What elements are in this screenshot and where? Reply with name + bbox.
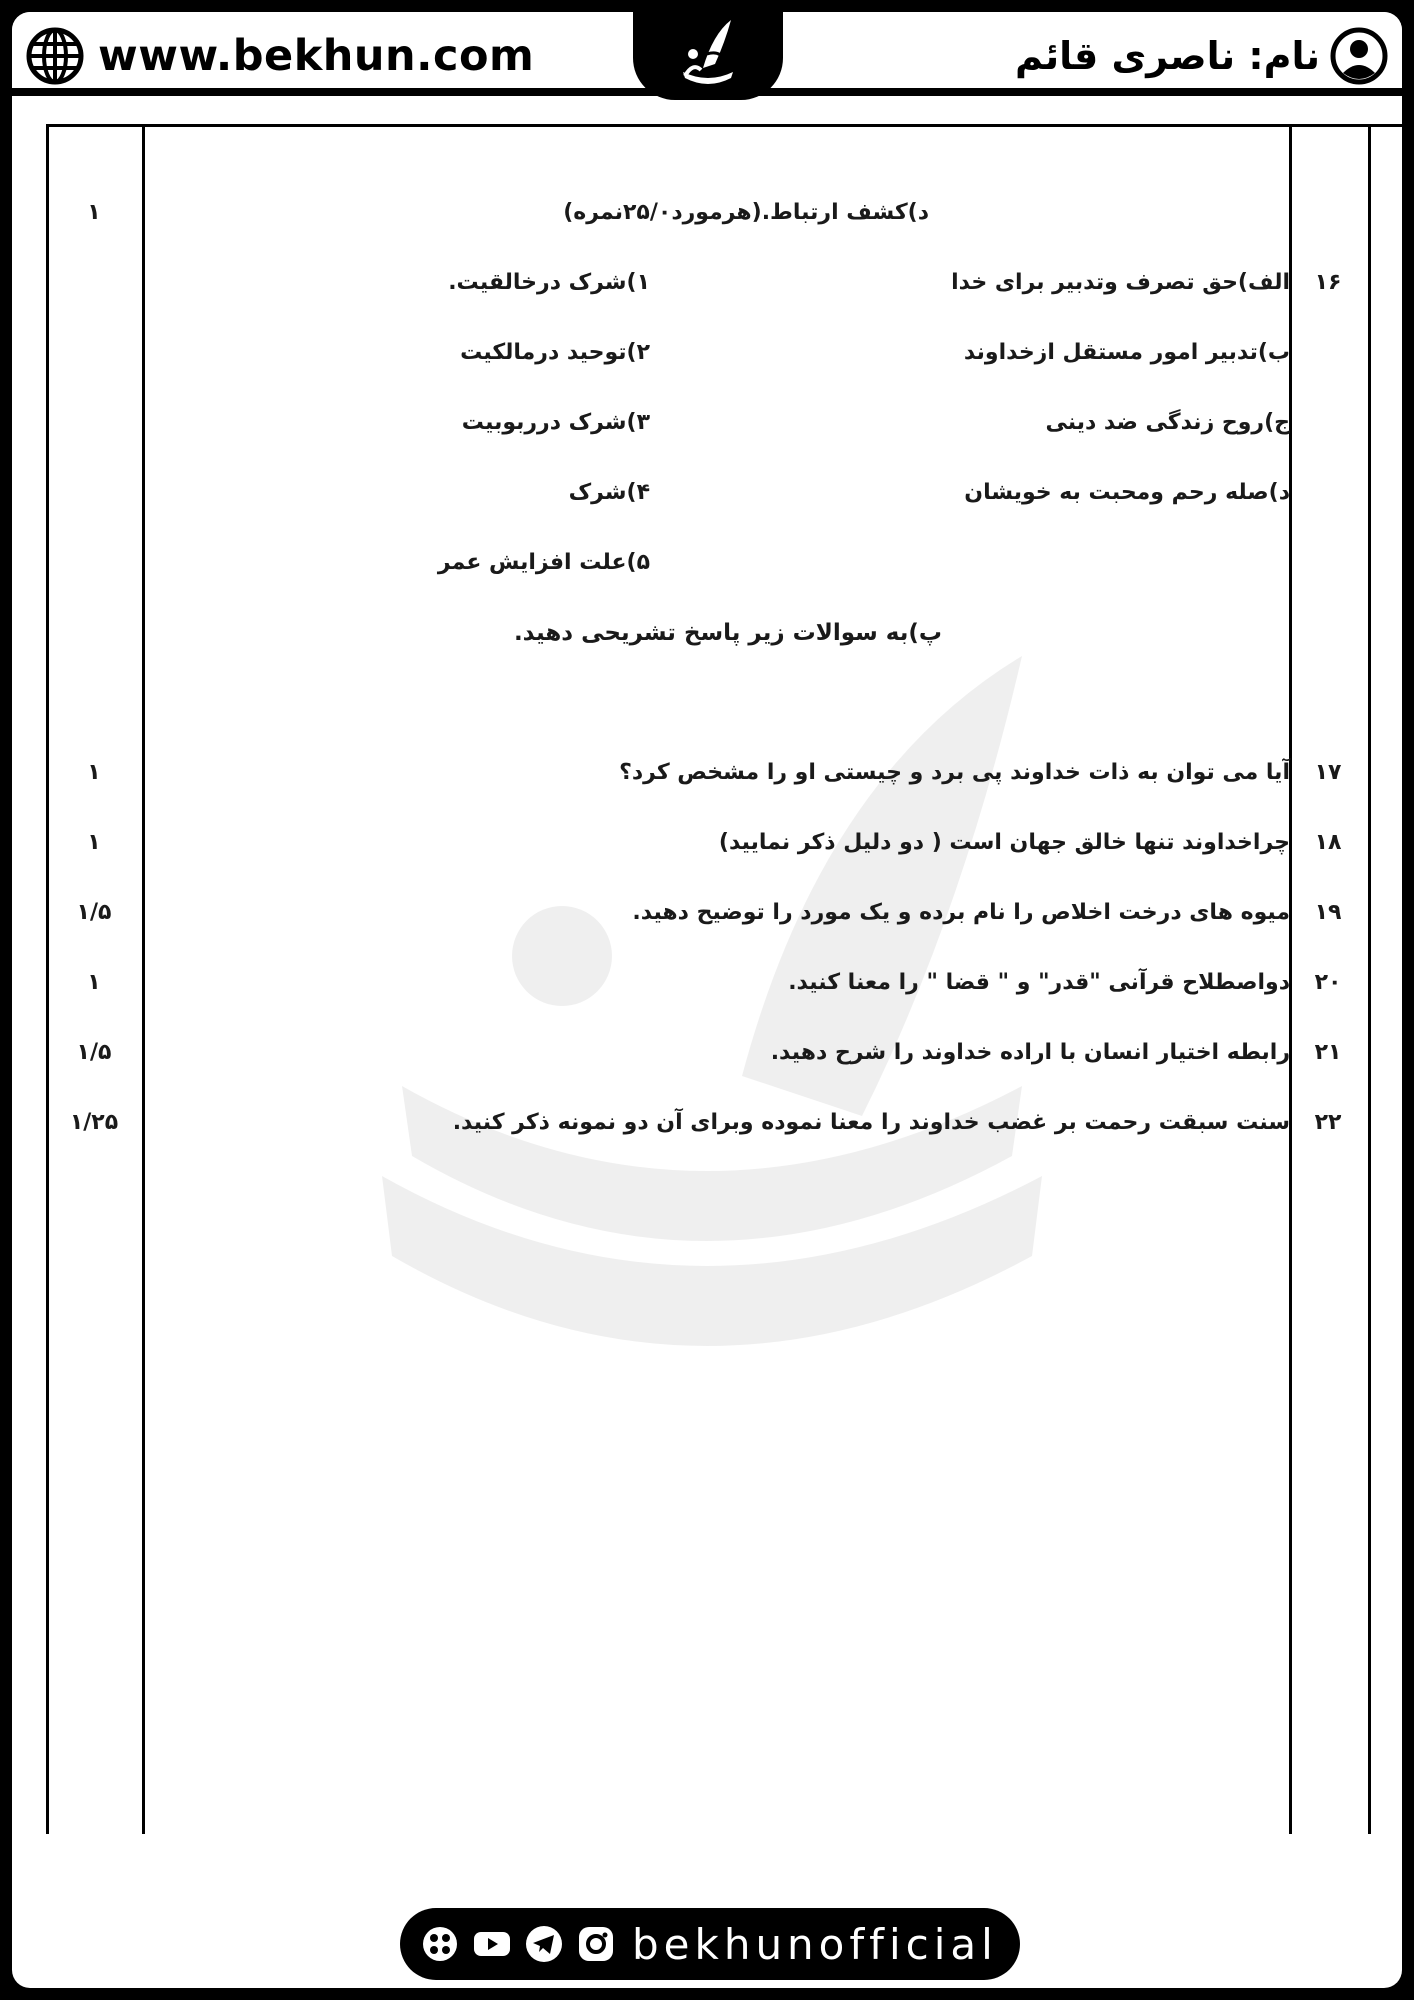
table-left-border <box>46 124 49 1834</box>
question-text: آیا می توان به ذات خداوند پی برد و چیستی او را مشخص کرد؟ <box>619 760 1290 785</box>
match-left-item: د)صله رحم ومحبت به خویشان <box>964 480 1290 505</box>
student-name-text: نام: ناصری قائم <box>1015 34 1320 78</box>
section-d-title: د)کشف ارتباط.(هرمورد۲۵/۰نمره) <box>563 200 929 225</box>
question-score: ۱/۵ <box>76 1040 112 1065</box>
question-score: ۱ <box>87 830 101 855</box>
table-top-border <box>46 124 1402 127</box>
question-number: ۱۹ <box>1314 900 1342 925</box>
social-footer <box>400 1908 1020 1980</box>
section-d-score: ۱ <box>87 200 101 225</box>
question-score: ۱ <box>87 760 101 785</box>
question-number: ۱۸ <box>1314 830 1342 855</box>
question-number: ۱۷ <box>1314 760 1342 785</box>
match-left-item: الف)حق تصرف وتدبیر برای خدا <box>951 270 1290 295</box>
header <box>12 12 1402 90</box>
match-right-item: ۱)شرک درخالقیت. <box>448 270 650 295</box>
student-name <box>1015 26 1388 86</box>
match-right-item: ۲)توحید درمالکیت <box>460 340 650 365</box>
question-score: ۱/۵ <box>76 900 112 925</box>
instagram-icon[interactable] <box>576 1924 616 1964</box>
logo-tab <box>633 12 783 100</box>
bekhun-logo-icon <box>663 14 753 94</box>
aparat-icon[interactable] <box>420 1924 460 1964</box>
question-number: ۲۲ <box>1314 1110 1342 1135</box>
telegram-icon[interactable] <box>524 1924 564 1964</box>
user-avatar-icon <box>1330 27 1388 85</box>
table-right-border <box>1368 124 1371 1834</box>
exam-sheet <box>12 96 1402 1826</box>
question-score: ۱ <box>87 970 101 995</box>
question-number: ۲۰ <box>1314 970 1342 995</box>
question-text: چراخداوند تنها خالق جهان است ( دو دلیل ذکر نمایید) <box>718 830 1290 855</box>
match-right-item: ۴)شرک <box>568 480 650 505</box>
section-p-title: پ)به سوالات زیر پاسخ تشریحی دهید. <box>513 620 942 646</box>
question-text: رابطه اختیار انسان با اراده خداوند را شرح دهید. <box>770 1040 1290 1065</box>
youtube-icon[interactable] <box>472 1924 512 1964</box>
question-text: دواصطلاح قرآنی "قدر" و " قضا " را معنا کنید. <box>788 970 1290 995</box>
page-frame <box>12 12 1402 1988</box>
site-link[interactable] <box>26 26 534 86</box>
header-divider <box>12 88 1402 96</box>
question-text: میوه های درخت اخلاص را نام برده و یک مورد را توضیح دهید. <box>632 900 1290 925</box>
question-number: ۲۱ <box>1314 1040 1342 1065</box>
social-handle[interactable]: bekhunofficial <box>632 1919 998 1969</box>
match-right-item: ۵)علت افزایش عمر <box>437 550 650 575</box>
globe-icon <box>26 27 84 85</box>
match-left-item: ب)تدبیر امور مستقل ازخداوند <box>963 340 1290 365</box>
site-url[interactable]: www.bekhun.com <box>98 31 535 81</box>
score-column-divider <box>142 124 145 1834</box>
question-score: ۱/۲۵ <box>69 1110 119 1135</box>
match-left-item: ج)روح زندگی ضد دینی <box>1045 410 1290 435</box>
question-text: سنت سبقت رحمت بر غضب خداوند را معنا نموده وبرای آن دو نمونه ذکر کنید. <box>452 1110 1290 1135</box>
match-right-item: ۳)شرک درربوبیت <box>461 410 650 435</box>
question-16-number: ۱۶ <box>1314 270 1342 295</box>
